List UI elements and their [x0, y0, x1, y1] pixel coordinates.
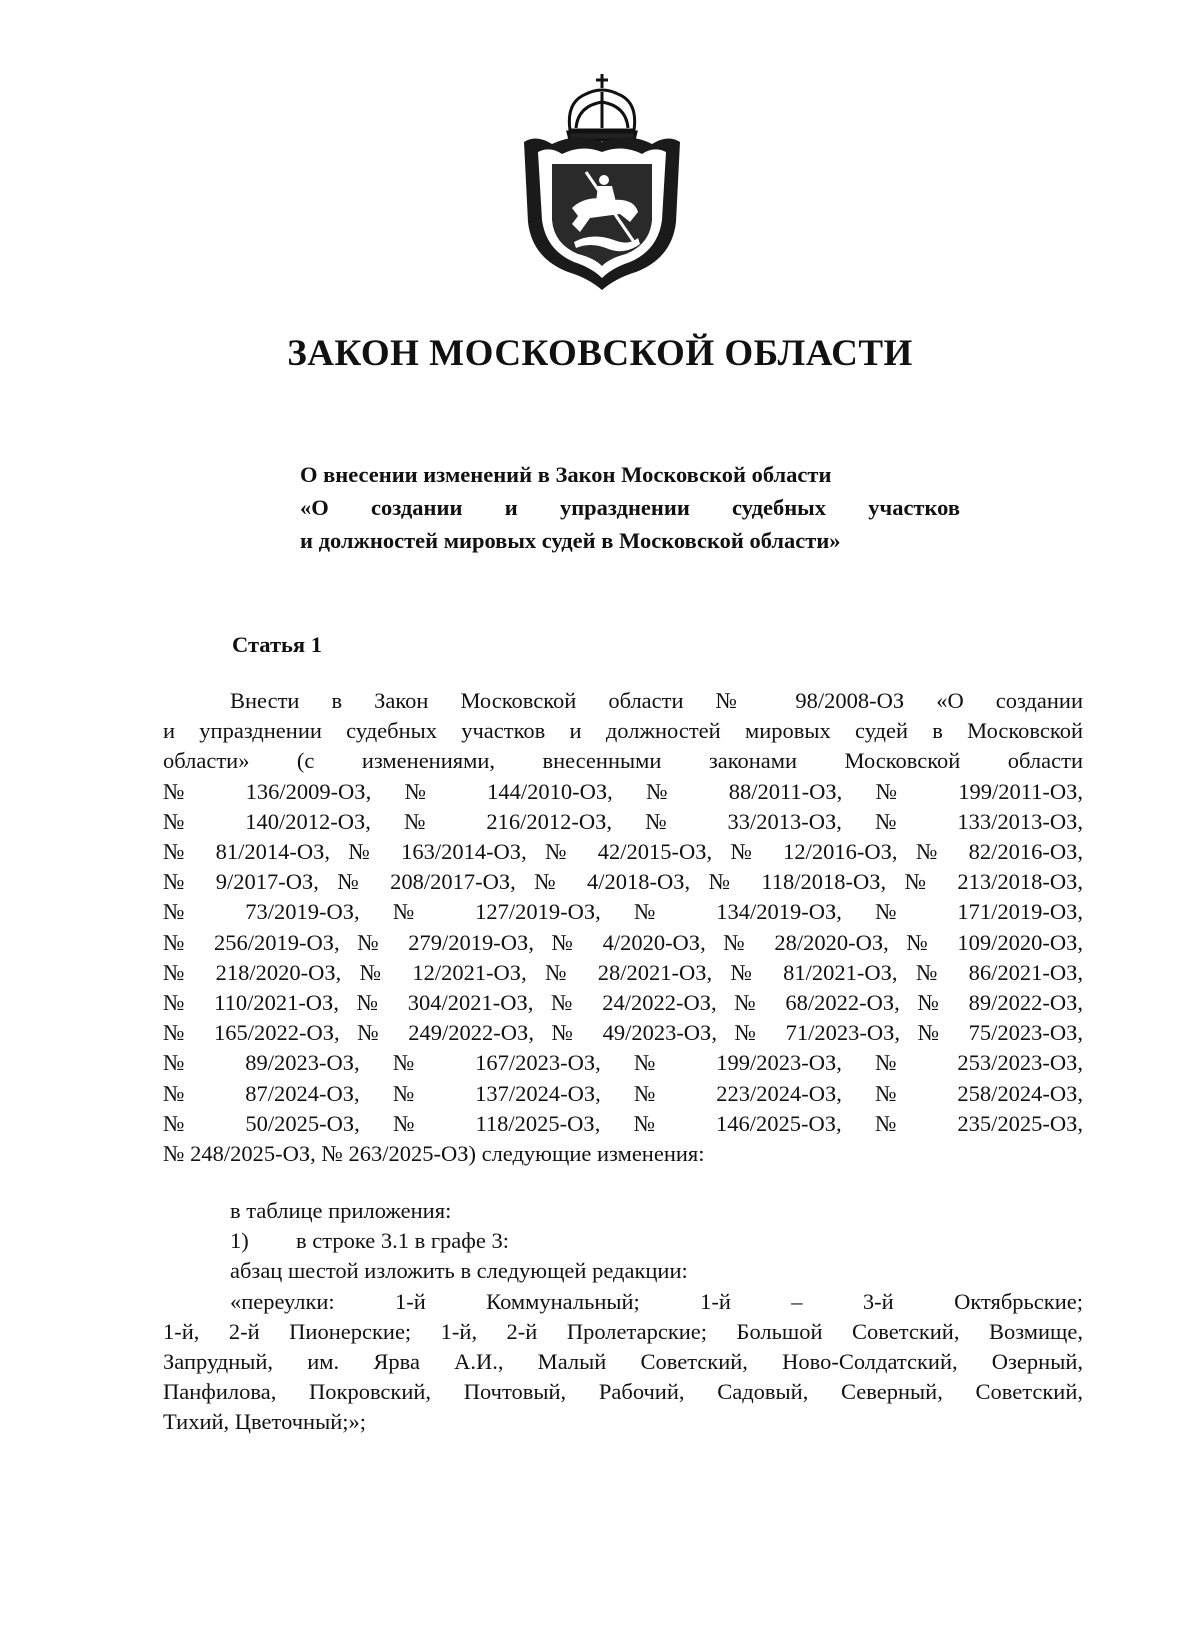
text-line: № 218/2020-ОЗ, № 12/2021-ОЗ, № 28/2021-ОЗ, № 81/2021-ОЗ, № 86/2021-ОЗ,	[163, 959, 1083, 985]
subtitle-line: О внесении изменений в Закон Московской области	[300, 462, 832, 487]
amendments	[163, 1196, 1083, 1438]
text-line: № 140/2012-ОЗ, № 216/2012-ОЗ, № 33/2013-ОЗ, № 133/2013-ОЗ,	[163, 808, 1083, 834]
text-line: № 73/2019-ОЗ, № 127/2019-ОЗ, № 134/2019-ОЗ, № 171/2019-ОЗ,	[163, 899, 1083, 925]
text-line: № 256/2019-ОЗ, № 279/2019-ОЗ, № 4/2020-ОЗ, № 28/2020-ОЗ, № 109/2020-ОЗ,	[163, 929, 1083, 955]
text-line: № 87/2024-ОЗ, № 137/2024-ОЗ, № 223/2024-ОЗ, № 258/2024-ОЗ,	[163, 1080, 1083, 1106]
item-number: 1)	[230, 1228, 249, 1254]
text-line: № 89/2023-ОЗ, № 167/2023-ОЗ, № 199/2023-ОЗ, № 253/2023-ОЗ,	[163, 1050, 1083, 1076]
quote-line: 1-й, 2-й Пионерские; 1-й, 2-й Пролетарские; Большой Советский, Возмище,	[163, 1318, 1083, 1344]
quote-line: «переулки: 1-й Коммунальный; 1-й – 3-й Октябрьские;	[230, 1288, 1083, 1314]
document-title: ЗАКОН МОСКОВСКОЙ ОБЛАСТИ	[287, 333, 913, 374]
quote-line: Панфилова, Покровский, Почтовый, Рабочий, Садовый, Северный, Советский,	[163, 1379, 1083, 1405]
text-line: № 81/2014-ОЗ, № 163/2014-ОЗ, № 42/2015-ОЗ, № 12/2016-ОЗ, № 82/2016-ОЗ,	[163, 839, 1083, 865]
quote-line: Запрудный, им. Ярва А.И., Малый Советский, Ново-Солдатский, Озерный,	[163, 1349, 1083, 1375]
text-line: № 110/2021-ОЗ, № 304/2021-ОЗ, № 24/2022-ОЗ, № 68/2022-ОЗ, № 89/2022-ОЗ,	[163, 990, 1083, 1016]
article-heading: Статья 1	[232, 632, 322, 657]
quote-line: Тихий, Цветочный;»;	[163, 1409, 367, 1435]
paragraph-instruction: абзац шестой изложить в следующей редакции:	[230, 1258, 688, 1284]
amendment-item	[163, 1226, 1083, 1256]
coat-of-arms-icon	[516, 72, 688, 294]
text-line: № 136/2009-ОЗ, № 144/2010-ОЗ, № 88/2011-ОЗ, № 199/2011-ОЗ,	[163, 778, 1083, 804]
text-line: № 9/2017-ОЗ, № 208/2017-ОЗ, № 4/2018-ОЗ, № 118/2018-ОЗ, № 213/2018-ОЗ,	[163, 869, 1083, 895]
text-line: № 50/2025-ОЗ, № 118/2025-ОЗ, № 146/2025-ОЗ, № 235/2025-ОЗ,	[163, 1110, 1083, 1136]
text-line: № 165/2022-ОЗ, № 249/2022-ОЗ, № 49/2023-ОЗ, № 71/2023-ОЗ, № 75/2023-ОЗ,	[163, 1020, 1083, 1046]
document-subtitle	[300, 458, 960, 557]
table-intro: в таблице приложения:	[230, 1198, 452, 1223]
item-text: в строке 3.1 в графе 3:	[296, 1228, 509, 1254]
subtitle-line: «О создании и упразднении судебных участков	[300, 495, 960, 520]
text-line: области» (с изменениями, внесенными законами Московской области	[163, 748, 1083, 774]
text-line: № 248/2025-ОЗ, № 263/2025-ОЗ) следующие изменения:	[163, 1141, 705, 1167]
article-body	[163, 686, 1083, 1169]
text-line: Внести в Закон Московской области № 98/2008-ОЗ «О создании	[230, 688, 1083, 713]
text-line: и упразднении судебных участков и должностей мировых судей в Московской	[163, 718, 1083, 744]
subtitle-line: и должностей мировых судей в Московской области»	[300, 528, 841, 553]
